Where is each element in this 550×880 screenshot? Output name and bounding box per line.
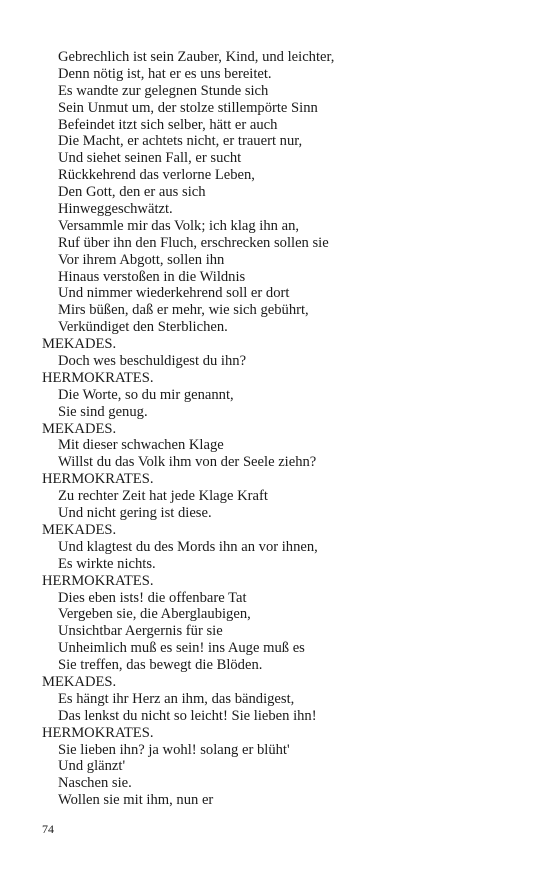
verse-line: Und nicht gering ist diese. <box>58 505 212 522</box>
verse-line: Ruf über ihn den Fluch, erschrecken sollen sie <box>58 234 329 251</box>
verse-line: Mirs büßen, daß er mehr, wie sich gebührt, <box>58 302 309 319</box>
verse-line: Es wirkte nichts. <box>58 555 156 572</box>
verse-line: Wollen sie mit ihm, nun er <box>58 792 214 809</box>
verse-line: Und glänzt' <box>58 758 126 775</box>
verse-line: Das lenkst du nicht so leicht! Sie lieben ihn! <box>58 707 317 724</box>
verse-line: Den Gott, den er aus sich <box>58 184 206 201</box>
verse-line: Und nimmer wiederkehrend soll er dort <box>58 285 290 302</box>
drama-text <box>42 49 522 809</box>
verse-line: Hinaus verstoßen in die Wildnis <box>58 268 246 285</box>
verse-line: Rückkehrend das verlorne Leben, <box>58 167 255 184</box>
speaker-name: HERMOKRATES. <box>42 572 154 589</box>
page-number: 74 <box>42 822 54 836</box>
verse-line: Sie lieben ihn? ja wohl! solang er blüht' <box>58 741 290 758</box>
verse-line: Unheimlich muß es sein! ins Auge muß es <box>58 640 305 657</box>
speaker-name: MEKADES. <box>42 336 117 353</box>
verse-line: Es wandte zur gelegnen Stunde sich <box>58 82 269 99</box>
verse-line: Es hängt ihr Herz an ihm, das bändigest, <box>58 690 295 707</box>
verse-line: Verkündiget den Sterblichen. <box>58 319 228 336</box>
verse-line: Vor ihrem Abgott, sollen ihn <box>58 251 225 268</box>
verse-line: Dies eben ists! die offenbare Tat <box>58 589 247 606</box>
speaker-name: HERMOKRATES. <box>42 724 154 741</box>
verse-line: Willst du das Volk ihm von der Seele ziehn? <box>58 454 317 471</box>
verse-line: Und siehet seinen Fall, er sucht <box>58 150 242 167</box>
verse-line: Hinweggeschwätzt. <box>58 201 173 218</box>
verse-line: Mit dieser schwachen Klage <box>58 437 224 454</box>
speaker-name: MEKADES. <box>42 521 117 538</box>
verse-line: Doch wes beschuldigest du ihn? <box>58 353 247 370</box>
verse-line: Und klagtest du des Mords ihn an vor ihnen, <box>58 538 318 555</box>
verse-line: Vergeben sie, die Aberglaubigen, <box>58 606 251 623</box>
verse-line: Sein Unmut um, der stolze stillempörte Sinn <box>58 99 318 116</box>
speaker-name: HERMOKRATES. <box>42 369 154 386</box>
verse-line: Sie treffen, das bewegt die Blöden. <box>58 657 263 674</box>
verse-line: Sie sind genug. <box>58 403 148 420</box>
verse-line: Unsichtbar Aergernis für sie <box>58 623 223 640</box>
verse-line: Befeindet itzt sich selber, hätt er auch <box>58 116 278 133</box>
speaker-name: HERMOKRATES. <box>42 471 154 488</box>
verse-line: Gebrechlich ist sein Zauber, Kind, und leichter, <box>58 49 335 65</box>
verse-line: Die Worte, so du mir genannt, <box>58 386 234 403</box>
speaker-name: MEKADES. <box>42 673 117 690</box>
verse-line: Zu rechter Zeit hat jede Klage Kraft <box>58 488 268 505</box>
verse-line: Versammle mir das Volk; ich klag ihn an, <box>58 217 300 234</box>
verse-line: Die Macht, er achtets nicht, er trauert nur, <box>58 133 303 150</box>
verse-line: Denn nötig ist, hat er es uns bereitet. <box>58 65 272 82</box>
verse-line: Naschen sie. <box>58 775 132 792</box>
speaker-name: MEKADES. <box>42 420 117 437</box>
